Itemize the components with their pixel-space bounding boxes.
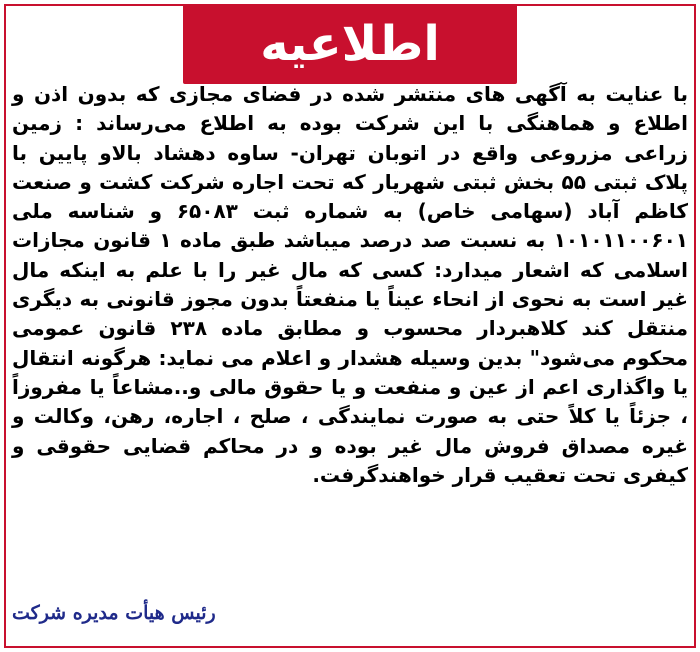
notice-body-text: با عنایت به آگهی های منتشر شده در فضای مجازی که بدون اذن و اطلاع و هماهنگی با این شرکت بوده به اطلاع می‌رساند : زمین زراعی مزروعی واقع در اتوبان تهران- ساوه دهشاد بالاو پایین با پلاک ثبتی ۵۵ بخش ثبتی شهریار که تحت اجاره شرکت کشت و صنعت کاظم آباد (سهامی خاص) به شماره ثبت ۶۵۰۸۳ و شناسه ملی ۱۰۱۰۱۱۰۰۶۰۱ به نسبت صد درصد میباشد طبق ماده ۱ قانون مجازات اسلامی که اشعار میدارد: کسی که مال غیر را با علم به اینکه مال غیر است به نحوی از انحاء عیناً یا منفعتاً بدون مجوز قانونی به دیگری منتقل کند کلاهبردار محسوب و مطابق ماده ۲۳۸ قانون عمومی محکوم می‌شود" بدین وسیله هشدار و اعلام می نماید: هرگونه انتقال یا واگذاری اعم از عین و منفعت و یا حقوق مالی و..مشاعاً یا مفروزاً ، جزئاً یا کلاً حتی به صورت نمایندگی ، صلح ، اجاره، رهن، وکالت و غیره مصداق فروش مال غیر بوده و در محاکم قضایی حقوقی و کیفری تحت تعقیب قرار خواهندگرفت.: [12, 82, 688, 487]
notice-title: اطلاعیه: [260, 16, 440, 72]
notice-body: [12, 80, 688, 490]
signature: رئیس هیأت مدیره شرکت: [12, 602, 216, 624]
title-banner: [183, 4, 517, 84]
